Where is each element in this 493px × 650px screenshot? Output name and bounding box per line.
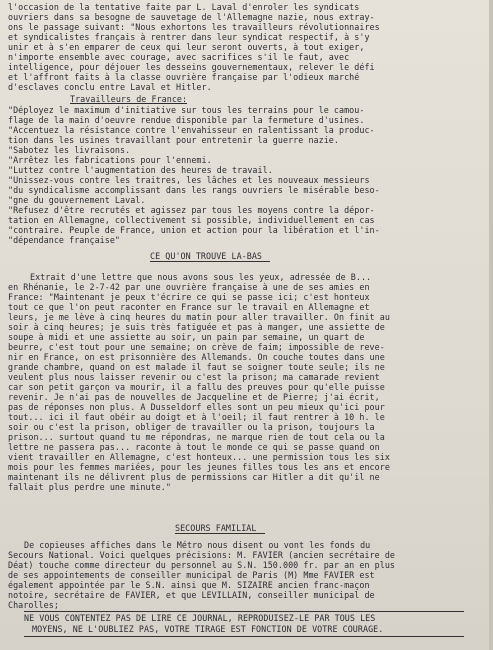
watchword-line: tion dans les usines travaillant pour entretenir la guerre nazie. bbox=[8, 135, 339, 145]
paragraph-line: et l'affront faits à la classe ouvrière française par l'odieux marché bbox=[8, 72, 360, 82]
title-underline bbox=[150, 261, 270, 262]
paragraph-line: ouvriers dans sa besogne de sauvetage de l'Allemagne nazie, nous extray- bbox=[8, 12, 375, 22]
article-line: prison... surtout quand tu me répondras, ne marque rien de tout cela ou la bbox=[8, 432, 385, 442]
paragraph-line: n'importe ensemble avec courage, avec sacrifices s'il le faut, avec bbox=[8, 52, 350, 62]
section-title: CE QU'ON TROUVE LA-BAS bbox=[150, 251, 263, 261]
article-line: soir ou c'est la prison, obliger de travailler ou la prison, toujours la bbox=[8, 422, 375, 432]
watchword-line: flage de la main d'oeuvre rendue disponible par la fermeture d'usines. bbox=[8, 115, 365, 125]
article-line: grande chambre, quand on est malade il faut se soigner toute seule; ils ne bbox=[8, 362, 385, 372]
article-line: soir à cinq heures; je suis très fatiguée et pas à manger, une assiette de bbox=[8, 322, 385, 332]
article-line: De copieuses affiches dans le Métro nous disent ou vont les fonds du bbox=[24, 540, 371, 550]
title-underline bbox=[175, 533, 265, 534]
article-line: nir en France, on est prisonnière des Allemands. On couche toutes dans une bbox=[8, 352, 385, 362]
article-line: Déat) touche comme directeur du personnel au S.N. 150.000 fr. par an en plus bbox=[8, 560, 396, 570]
watchword-line: "Déployez le maximum d'initiative sur tous les terrains pour le camou- bbox=[8, 105, 365, 115]
article-line: revenir. Je n'ai pas de nouvelles de Jacqueline et de Pierre; j'ai écrit, bbox=[8, 392, 380, 402]
article-line: fallait plus perdre une minute." bbox=[8, 482, 171, 492]
article-line: vient travailler en Allemagne, c'est honteux... une permission tous les six bbox=[8, 452, 390, 462]
article-line: notoire, secrétaire de FAVIER, et que LEVILLAIN, conseiller municipal de bbox=[8, 590, 375, 600]
article-line: beurre, c'est tout pour une semaine; on crève de faim; impossible de reve- bbox=[8, 342, 385, 352]
footer-rule-top bbox=[24, 611, 464, 612]
watchword-line: "gne du gouvernement Laval. bbox=[8, 195, 146, 205]
article-line: également appointée par le S.N. ainsi que M. SIZAIRE ancien franc-maçon bbox=[8, 580, 370, 590]
article-line: soupe à midi et une assiette au soir, un pain par semaine, un quart de bbox=[8, 332, 365, 342]
article-line: tout... ici il faut obéir au doigt et à l'oeil; il faut rentrer à 10 h. le bbox=[8, 412, 385, 422]
section-title: SECOURS FAMILIAL bbox=[175, 523, 257, 533]
article-line: pas de réponses non plus. A Dusseldorf elles sont un peu mieux qu'ici pour bbox=[8, 402, 385, 412]
watchword-line: "du syndicalisme accomplissant dans les rangs ouvriers le misérable beso- bbox=[8, 185, 380, 195]
paragraph-line: unir et à s'en emparer de ceux qui leur seront ouverts, à tout exiger, bbox=[8, 42, 365, 52]
article-line: Extrait d'une lettre que nous avons sous les yeux, adressée de B... bbox=[30, 272, 372, 282]
paragraph-line: ons le passage suivant: "Nous exhortons les travailleurs révolutionnaires bbox=[8, 22, 380, 32]
article-line: France: "Maintenant je peux t'écrire ce qui se passe ici; c'est honteux bbox=[8, 292, 370, 302]
article-line: lettre ne passera pas... raconte à tout le monde ce qui se passe quand on bbox=[8, 442, 380, 452]
page-edge-shadow bbox=[489, 0, 493, 650]
watchword-line: "Luttez contre l'augmentation des heures de travail. bbox=[8, 165, 273, 175]
footer-line: MOYENS, NE L'OUBLIEZ PAS, VOTRE TIRAGE EST FONCTION DE VOTRE COURAGE. bbox=[32, 624, 384, 634]
watchword-line: "Arrêtez les fabrications pour l'ennemi. bbox=[8, 155, 212, 165]
article-line: Charolles; bbox=[8, 600, 59, 610]
watchwords-title: Travailleurs de France: bbox=[70, 94, 188, 104]
watchword-line: "Unissez-vous contre les traitres, les lâches et les nouveaux messieurs bbox=[8, 175, 370, 185]
paragraph-line: intelligence, pour déjouer les desseins gouvernementaux, relever le défi bbox=[8, 62, 375, 72]
article-line: en Rhénanie, le 2-7-42 par une ouvrière française à une de ses amies en bbox=[8, 282, 370, 292]
article-line: Secours National. Voici quelques précisions: M. FAVIER (ancien secrétaire de bbox=[8, 550, 396, 560]
article-line: tout ce que l'on peut raconter en France sur le travail en Allemagne et bbox=[8, 302, 370, 312]
watchword-line: "Sabotez les livraisons. bbox=[8, 145, 131, 155]
article-line: mois pour les femmes mariées, pour les jeunes filles tous les ans et encore bbox=[8, 462, 390, 472]
footer-rule-bottom bbox=[24, 636, 464, 637]
paragraph-line: d'esclaves conclu entre Laval et Hitler. bbox=[8, 82, 212, 92]
paragraph-line: et syndicalistes français à rentrer dans leur syndicat respectif, à s'y bbox=[8, 32, 370, 42]
article-line: veulent plus nous laisser revenir ou c'est la prison; ma camarade revient bbox=[8, 372, 380, 382]
watchword-line: "Refusez d'être recrutés et agissez par tous les moyens contre la dépor- bbox=[8, 205, 375, 215]
footer-line: NE VOUS CONTENTEZ PAS DE LIRE CE JOURNAL, REPRODUISEZ-LE PAR TOUS LES bbox=[24, 613, 376, 623]
watchword-line: "dépendance française" bbox=[8, 235, 121, 245]
watchword-line: tation en Allemagne, collectivement si possible, individuellement en cas bbox=[8, 215, 375, 225]
article-line: de ses appointements de conseiller municipal de Paris (M) Mme FAVIER est bbox=[8, 570, 375, 580]
article-line: car son petit garçon va mourir, il a fallu des preuves pour qu'elle puisse bbox=[8, 382, 385, 392]
watchword-line: "contraire. Peuple de France, union et action pour la libération et l'in- bbox=[8, 225, 380, 235]
watchword-line: "Accentuez la résistance contre l'envahisseur en ralentissant la produc- bbox=[8, 125, 375, 135]
article-line: leurs, je me lève à cinq heures du matin pour aller travailler. On finit au bbox=[8, 312, 390, 322]
article-line: maintenant ils ne délivrent plus de permissions car Hitler a dit qu'il ne bbox=[8, 472, 380, 482]
paragraph-line: l'occasion de la tentative faite par L. Laval d'enroler les syndicats bbox=[8, 2, 360, 12]
